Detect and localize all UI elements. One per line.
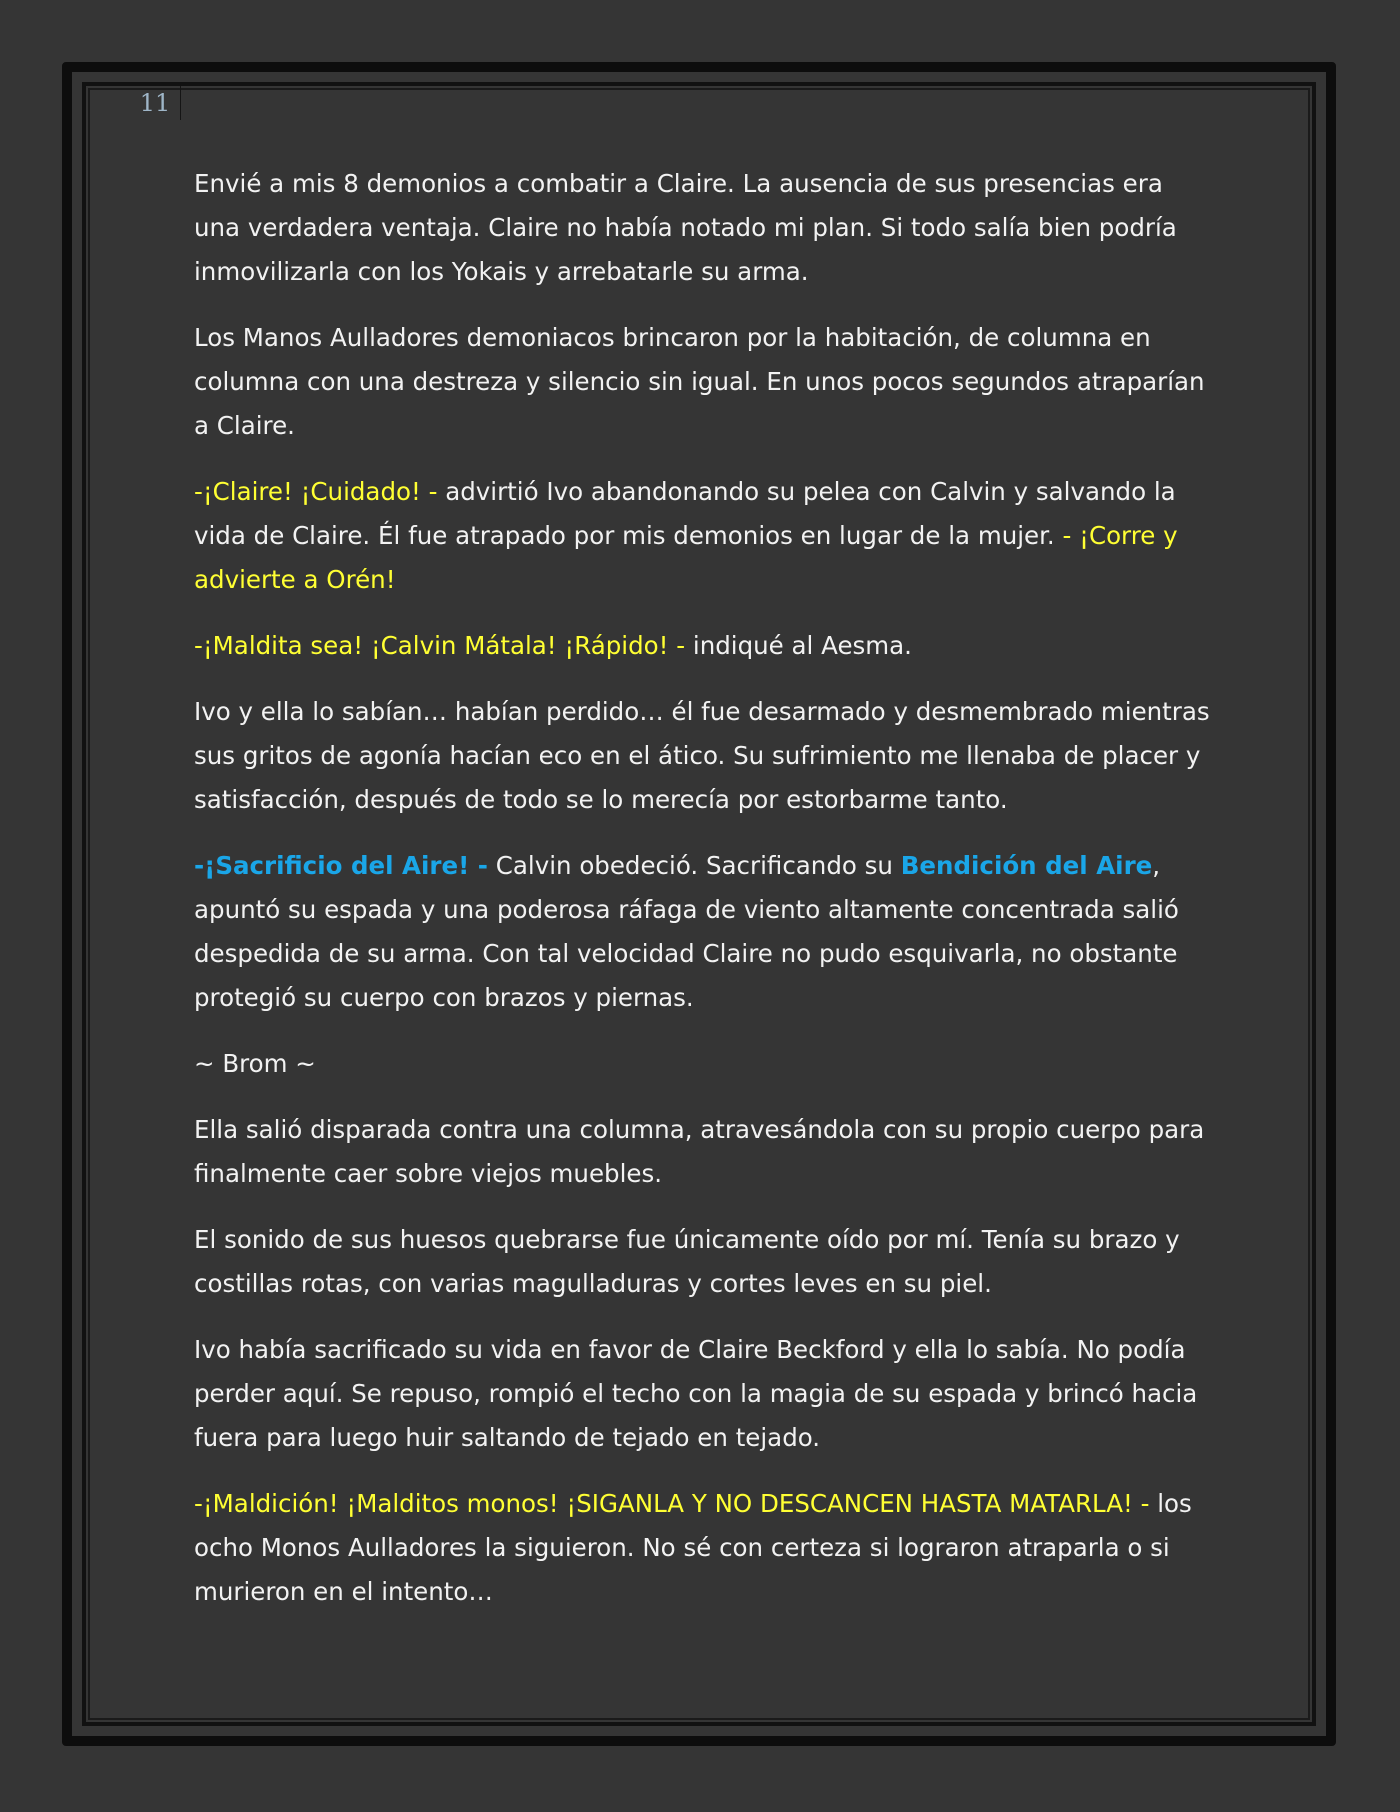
narration: indiqué al Aesma. (685, 631, 912, 660)
spell-sacrificio-del-aire: -¡Sacrificio del Aire! - (194, 851, 488, 880)
narration: Calvin obedeció. Sacrificando su (487, 851, 901, 880)
paragraph-4 (194, 624, 1212, 668)
paragraph-6 (194, 844, 1212, 1020)
page-body (194, 162, 1212, 1636)
dialogue-claire-warning: -¡Claire! ¡Cuidado! - (194, 477, 438, 506)
paragraph-3 (194, 470, 1212, 602)
paragraph-5: Ivo y ella lo sabían… habían perdido… él fue desarmado y desmembrado mientras sus gritos de agonía hacían eco en el ático. Su sufrimiento me llenaba de placer y satisfacción, después de todo se lo merecía por estorbarme tanto. (194, 697, 1210, 814)
paragraph-10: Ivo había sacrificado su vida en favor de Claire Beckford y ella lo sabía. No podía perder aquí. Se repuso, rompió el techo con la magia de su espada y brincó hacia fuera para luego huir saltando de tejado en tejado. (194, 1335, 1198, 1452)
narration: advirtió Ivo abandonando su pelea con Calvin y salvando la vida de Claire. Él fue atrapado por mis demonios en lugar de la mujer. (194, 477, 1176, 550)
dialogue-run-warning: - ¡Corre y advierte a Orén! (194, 521, 1178, 594)
spell-bendicion-del-aire: Bendición del Aire (900, 851, 1153, 880)
paragraph-11 (194, 1482, 1212, 1614)
paragraph-1: Envié a mis 8 demonios a combatir a Claire. La ausencia de sus presencias era una verdadera ventaja. Claire no había notado mi plan. Si todo salía bien podría inmovilizarla con los Yokais y arrebatarle su arma. (194, 169, 1177, 286)
dialogue-kill-order: -¡Maldita sea! ¡Calvin Mátala! ¡Rápido! - (194, 631, 686, 660)
dialogue-curse: -¡Maldición! ¡Malditos monos! ¡SIGANLA Y NO DESCANCEN HASTA MATARLA! - (194, 1489, 1150, 1518)
paragraph-9: El sonido de sus huesos quebrarse fue únicamente oído por mí. Tenía su brazo y costillas rotas, con varias magulladuras y cortes leves en su piel. (194, 1225, 1180, 1298)
paragraph-8: Ella salió disparada contra una columna, atravesándola con su propio cuerpo para finalmente caer sobre viejos muebles. (194, 1115, 1205, 1188)
page-number: 11 (130, 86, 181, 120)
paragraph-2: Los Manos Aulladores demoniacos brincaron por la habitación, de columna en columna con una destreza y silencio sin igual. En unos pocos segundos atraparían a Claire. (194, 323, 1205, 440)
narration: los ocho Monos Aulladores la siguieron. No sé con certeza si lograron atraparla o si murieron en el intento… (194, 1489, 1192, 1606)
sound-effect-brom: ~ Brom ~ (194, 1049, 316, 1078)
narration: , apuntó su espada y una poderosa ráfaga de viento altamente concentrada salió despedida de su arma. Con tal velocidad Claire no pudo esquivarla, no obstante protegió su cuerpo con brazos y piernas. (194, 851, 1179, 1012)
